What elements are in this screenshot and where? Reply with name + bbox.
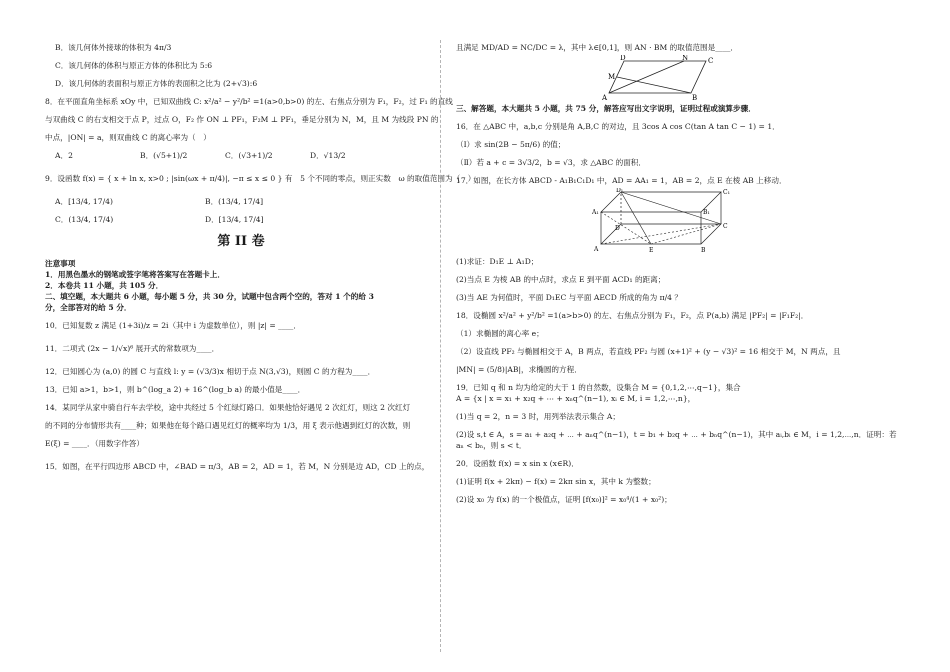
q9-options-row2 <box>45 214 437 225</box>
q14-line-2: 的不同的分布情形共有____种；如果他在每个路口遇见红灯的概率均为 1/3，用 ξ 表示他遇到红灯的次数，则 <box>45 420 411 430</box>
q8-line-1: 8．在平面直角坐标系 xOy 中，已知双曲线 C: x²/a² − y²/b² =1(a>0,b>0) 的左、右焦点分别为 F₁，F₂，过 F₁ 的直线 <box>45 97 453 106</box>
fig1-label-m: M <box>608 73 616 81</box>
q19-stem: 19．已知 q 和 n 均为给定的大于 1 的自然数，设集合 M = {0,1,2,⋯,q−1}，集合 <box>456 383 741 392</box>
fig1-label-b: B <box>692 94 698 101</box>
fig1-label-c: C <box>708 57 714 65</box>
fig1-label-a: A <box>602 94 608 101</box>
q8-option-b: B．(√5+1)/2 <box>140 151 188 160</box>
fig2-label-e: E <box>649 247 654 254</box>
q8-line-3: 中点，|ON| = a，则双曲线 C 的离心率为（ ） <box>45 133 211 142</box>
q18-part-2-cont: |MN| = (5/8)|AB|，求椭圆的方程． <box>456 365 582 374</box>
fig2-label-c: C <box>723 223 728 230</box>
q16-stem: 16．在 △ABC 中，a,b,c 分别是角 A,B,C 的对边，且 3cos A cos C(tan A tan C − 1) = 1． <box>456 122 780 131</box>
q19-part-2: (2)设 s,t ∈ A，s = a₁ + a₂q + ⋯ + aₙq^(n−1)，t = b₁ + b₂q + ⋯ + bₙq^(n−1)，其中 aᵢ,bᵢ ∈ M，i = 1,2,⋯,n．证明：若 <box>456 430 897 439</box>
q18-stem: 18．设椭圆 x²/a² + y²/b² =1(a>b>0) 的左、右焦点分别为 F₁，F₂，点 P(a,b) 满足 |PF₂| = |F₁F₂|． <box>456 311 809 320</box>
q15-line-1: 15．如图，在平行四边形 ABCD 中，∠BAD = π/3，AB = 2，AD = 1，若 M，N 分别是边 AD，CD 上的点， <box>45 461 430 471</box>
note-2: 2．本卷共 11 小题，共 105 分． <box>45 280 164 290</box>
q17-part-2: (2)当点 E 为棱 AB 的中点时，求点 E 到平面 ACD₁ 的距离； <box>456 275 666 284</box>
q9-option-b: B．(13/4, 17/4] <box>205 197 264 206</box>
q17-stem: 17．如图，在长方体 ABCD - A₁B₁C₁D₁ 中，AD = AA₁ = 1，AB = 2，点 E 在棱 AB 上移动． <box>456 176 787 185</box>
section-3-title: 三、解答题，本大题共 5 小题，共 75 分，解答应写出文字说明，证明过程或演算步骤． <box>456 104 756 113</box>
cuboid-figure <box>591 188 731 254</box>
q20-part-2: (2)设 x₀ 为 f(x) 的一个极值点，证明 [f(x₀)]² = x₀⁴/(1 + x₀²)； <box>456 495 672 504</box>
q14-line-3: E(ξ) = ____．（用数字作答） <box>45 438 144 448</box>
q13: 13．已知 a>1，b>1，则 b^(log_a 2) + 16^(log_b a) 的最小值是____． <box>45 384 306 394</box>
q9-options-row1 <box>45 196 437 207</box>
option-c-line: C．该几何体的体积与原正方体的体积比为 5:6 <box>55 61 213 70</box>
note-3: 二、填空题，本大题共 6 小题，每小题 5 分，共 30 分，试题中包含两个空的，答对 1 个的给 3 <box>45 291 374 301</box>
option-d-line: D．该几何体的表面积与原正方体的表面积之比为 (2+√3):6 <box>55 79 258 88</box>
q9-option-a: A．[13/4, 17/4) <box>55 197 113 206</box>
fig2-label-d: D <box>615 225 620 232</box>
q17-part-1: (1)求证：D₁E ⊥ A₁D； <box>456 257 539 266</box>
fig1-label-d: D <box>620 55 626 62</box>
q17-part-3: (3)当 AE 为何值时，平面 D₁EC 与平面 AECD 所成的角为 π/4 ？ <box>456 293 682 302</box>
section-title: 第 II 卷 <box>217 234 265 249</box>
q8-options <box>45 150 437 161</box>
q8-line-2: 与双曲线 C 的右支相交于点 P，过点 O，F₂ 作 ON ⊥ PF₁，F₂M ⊥ PF₁，垂足分别为 N，M，且 M 为线段 PN 的 <box>45 115 439 124</box>
q19-set-a: A = {x | x = x₁ + x₂q + ⋯ + xₙq^(n−1), xᵢ ∈ M, i = 1,2,⋯,n}， <box>456 394 696 403</box>
q9-stem: 9．设函数 f(x) = { x + ln x, x>0 ; |sin(ωx + π/4)|, −π ≤ x ≤ 0 } 有 5 个不同的零点，则正实数 ω 的取值范围为（ ） <box>45 174 476 183</box>
left-column <box>45 42 476 472</box>
fig2-label-b1: B₁ <box>703 209 710 216</box>
q14-line-1: 14．某同学从家中骑自行车去学校，途中共经过 5 个红绿灯路口．如果他恰好遇见 2 次红灯，则这 2 次红灯 <box>45 402 411 412</box>
q18-part-1: （1）求椭圆的离心率 e； <box>456 329 544 338</box>
q19-part-2-cont: aₙ < bₙ，则 s < t． <box>456 441 527 450</box>
fig2-label-b: B <box>701 247 706 254</box>
q9-option-c: C．(13/4, 17/4) <box>55 215 114 224</box>
fig2-label-c1: C₁ <box>723 189 730 196</box>
q10: 10．已知复数 z 满足 (1+3i)/z = 2i（其中 i 为虚数单位），则 |z| = ____． <box>45 320 301 330</box>
q18-part-2: （2）设直线 PF₂ 与椭圆相交于 A，B 两点，若直线 PF₂ 与圆 (x+1)² + (y − √3)² = 16 相交于 M，N 两点，且 <box>456 347 841 356</box>
q9-option-d: D．[13/4, 17/4] <box>205 215 264 224</box>
option-b-line: B．该几何体外接球的体积为 4π/3 <box>55 43 172 52</box>
q19-part-1: (1)当 q = 2，n = 3 时，用列举法表示集合 A； <box>456 412 620 421</box>
parallelogram-figure <box>596 55 726 101</box>
fig2-label-a: A <box>594 246 599 253</box>
q20-part-1: (1)证明 f(x + 2kπ) − f(x) = 2kπ sin x，其中 k 为整数； <box>456 477 656 486</box>
fig1-label-n: N <box>682 55 689 62</box>
q16-part-1: （Ⅰ）求 sin(2B − 5π/6) 的值； <box>456 140 566 149</box>
q12: 12．已知圆心为 (a,0) 的圆 C 与直线 l: y = (√3/3)x 相切于点 N(3,√3)，则圆 C 的方程为____． <box>45 366 376 376</box>
q20-stem: 20．设函数 f(x) = x sin x (x∈R)． <box>456 459 579 468</box>
note-4: 分，全部答对的给 5 分． <box>45 302 132 312</box>
fig2-label-d1: D₁ <box>616 188 624 194</box>
column-divider <box>440 40 441 652</box>
q16-part-2: （Ⅱ）若 a + c = 3√3/2，b = √3，求 △ABC 的面积． <box>456 158 646 167</box>
right-column <box>456 42 897 505</box>
note-1: 1．用黑色墨水的钢笔或签字笔将答案写在答题卡上． <box>45 269 225 279</box>
notes-title: 注意事项 <box>45 258 76 268</box>
q8-option-a: A．2 <box>55 151 73 160</box>
q15-line-2: 且满足 MD/AD = NC/DC = λ，其中 λ∈[0,1]，则 AN · BM 的取值范围是____． <box>456 43 739 52</box>
q11: 11．二项式 (2x − 1/√x)⁶ 展开式的常数项为____． <box>45 343 220 353</box>
q8-option-c: C．(√3+1)/2 <box>225 151 273 160</box>
q8-option-d: D．√13/2 <box>310 151 346 160</box>
fig2-label-a1: A₁ <box>592 209 599 216</box>
